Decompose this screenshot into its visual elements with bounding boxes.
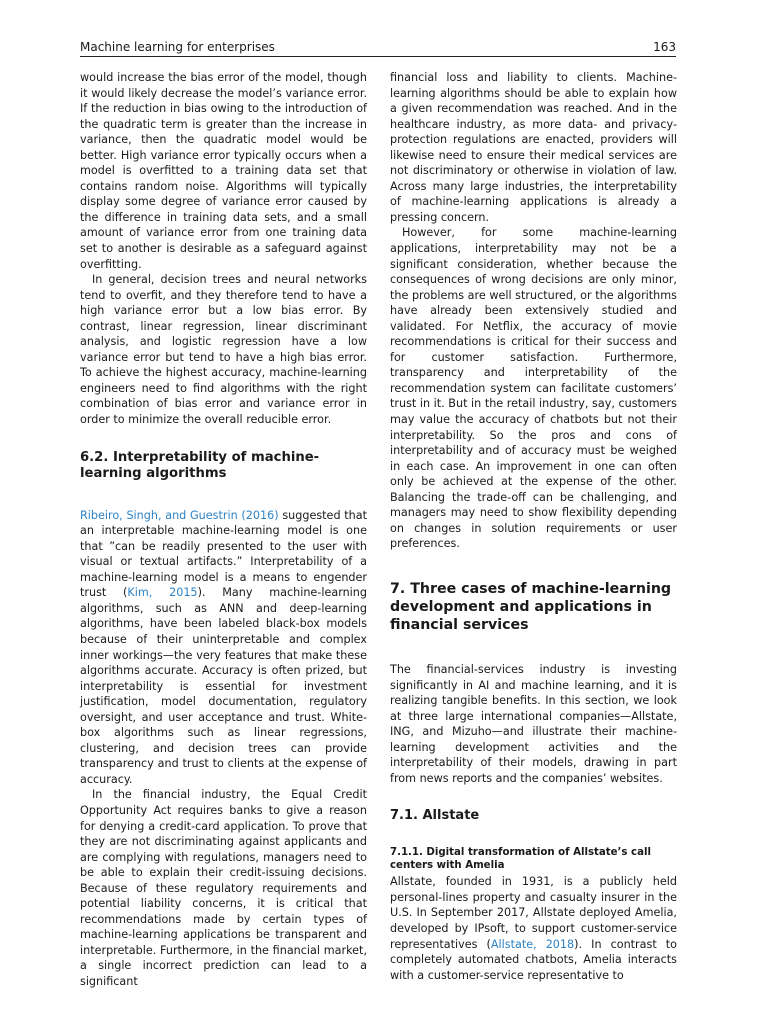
paragraph: The financial-services industry is investing significantly in AI and machine learning, and it is realizing tangible benefits. In this section, we look at three large international companies—Allstate, ING, and Mizuho—and illustrate their machine-learning development activities and the interpretability of their models, drawing in part from news reports and the companies’ websites. [390,662,677,785]
paragraph [390,874,677,983]
running-title: Machine learning for enterprises [80,40,275,54]
right-column [390,70,677,983]
section-heading-7-1: 7.1. Allstate [390,808,480,824]
section-heading-7-1-1: 7.1.1. Digital transformation of Allstate’s call centers with Amelia [390,847,651,872]
paragraph: In general, decision trees and neural networks tend to overfit, and they therefore tend to have a high variance error but a low bias error. By contrast, linear regression, linear discriminant analysis, and logistic regression have a low variance error but tend to have a high bias error. To achieve the highest accuracy, machine-learning engineers need to find algorithms with the right combination of bias error and variance error in order to minimize the overall reducible error. [80,273,367,427]
citation-link[interactable]: Ribeiro, Singh, and Guestrin (2016) [80,508,279,522]
running-header [80,40,676,57]
paragraph-text: suggested that an interpretable machine-learning model is one that ”can be readily presented to the user with visual or textual artifacts.” Interpretability of a machine-learning model is a means to engender trust ( [80,508,367,600]
left-column [80,70,367,990]
paragraph: financial loss and liability to clients. Machine-learning algorithms should be able to explain how a given recommendation was reached. And in the healthcare industry, as more data- and privacy-protection regulations are enacted, providers will likewise need to ensure their medical services are not discriminatory or otherwise in violation of law. Across many large industries, the interpretability of machine-learning applications is already a pressing concern. [390,71,677,224]
paragraph: In the financial industry, the Equal Credit Opportunity Act requires banks to give a reason for denying a credit-card application. To prove that they are not discriminating against applicants and are complying with regulations, managers need to be able to explain their credit-issuing decisions. Because of these regulatory requirements and potential liability concerns, it is critical that recommendations made by certain types of machine-learning applications be transparent and interpretable. Furthermore, in the financial market, a single incorrect prediction can lead to a significant [80,788,367,988]
paragraph-text: Allstate, founded in 1931, is a publicly held personal-lines property and casualty insurer in the U.S. In September 2017, Allstate deployed Amelia, developed by IPsoft, to support customer-service representatives ( [390,875,677,951]
paragraph: However, for some machine-learning applications, interpretability may not be a significant consideration, whether because the consequences of wrong decisions are only minor, the problems are well structured, or the algorithms have already been extensively studied and validated. For Netflix, the accuracy of movie recommendations is critical for their success and for customer satisfaction. Furthermore, transparency and interpretability of the recommendation system can facilitate customers’ trust in it. But in the retail industry, say, customers may value the accuracy of chatbots but not their interpretability. So the pros and cons of interpretability and of accuracy must be weighed in each case. An improvement in one can often only be achieved at the expense of the other. Balancing the trade-off can be challenging, and managers may need to show flexibility depending on changes in solution requirements or user preferences. [390,226,677,551]
page-number: 163 [653,40,676,54]
section-heading-7: 7. Three cases of machine-learning development and applications in financial services [390,580,672,633]
section-heading-6-2: 6.2. Interpretability of machine-learning algorithms [80,449,320,481]
paragraph-text: ). Many machine-learning algorithms, such as ANN and deep-learning algorithms, have been labeled black-box models because of their uninterpretable and complex inner workings—the very features that make these algorithms accurate. Accuracy is often prized, but interpretability is essential for investment justification, model documentation, regulatory oversight, and user acceptance and trust. White-box algorithms such as linear regressions, clustering, and decision trees can provide transparency and trust to clients at the expense of accuracy. [80,586,367,786]
paragraph [80,508,367,788]
paragraph: would increase the bias error of the model, though it would likely decrease the model’s variance error. If the reduction in bias owing to the introduction of the quadratic term is greater than the increase in variance, then the quadratic model would be better. High variance error typically occurs when a model is overfitted to a training data set that contains random noise. Algorithms will typically display some degree of variance error caused by the difference in training data sets, and a small amount of variance error from one training data set to another is desirable as a safeguard against overfitting. [80,71,367,271]
citation-link[interactable]: Kim, 2015 [127,586,198,600]
paragraph-text: ). In contrast to completely automated chatbots, Amelia interacts with a customer-service representative to [390,937,678,982]
citation-link[interactable]: Allstate, 2018 [490,937,575,951]
